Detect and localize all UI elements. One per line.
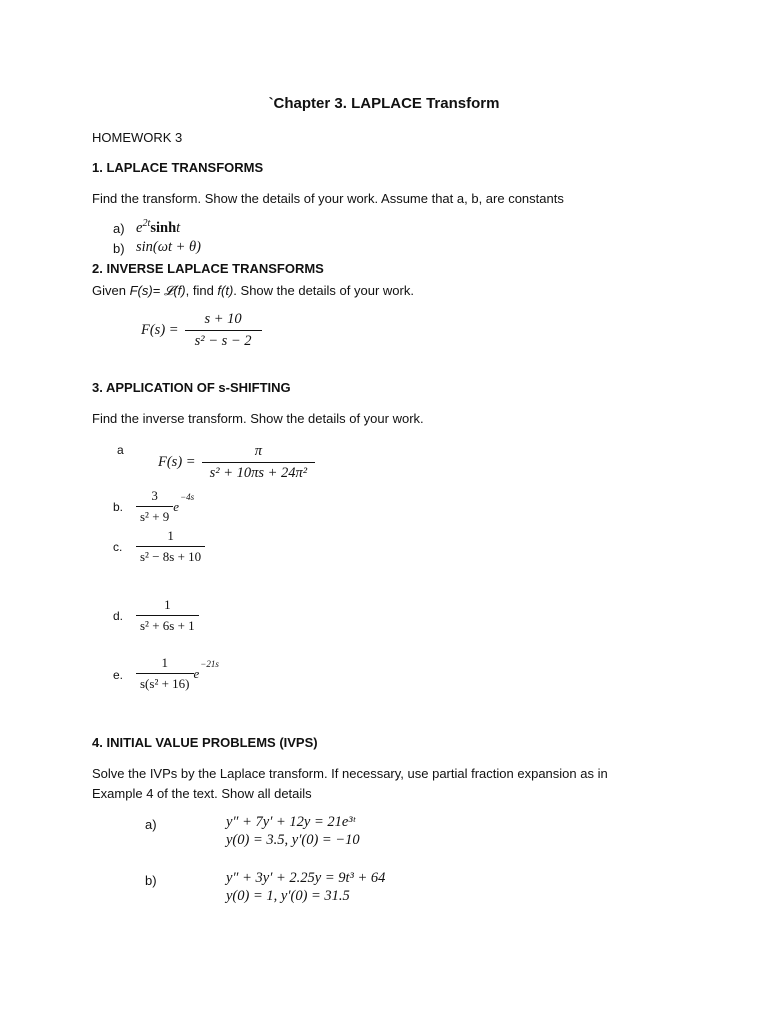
ivp-b-equation: y″ + 3y′ + 2.25y = 9t³ + 64 <box>226 870 386 886</box>
ivp-a-equation: y″ + 7y′ + 12y = 21e³ᵗ <box>226 814 356 830</box>
ivp-b-label: b) <box>145 873 157 888</box>
section4-instruction-line1: Solve the IVPs by the Laplace transform. If necessary, use partial fraction expansion as in <box>92 766 608 781</box>
s3-item-c-expr: $\frac{1}{\text{s² − 8s + 10}}$ <box>136 528 205 565</box>
section1-instruction: Find the transform. Show the details of your work. Assume that a, b, are constants <box>92 191 564 206</box>
s3-item-a-label: a <box>117 443 124 457</box>
section4-heading: 4. INITIAL VALUE PROBLEMS (IVPS) <box>92 735 318 750</box>
homework-label: HOMEWORK 3 <box>92 130 183 145</box>
s3-item-a-eq: F(s) = $\frac{\pi}{\text{s² + 10πs + 24π²}}$ <box>158 443 315 482</box>
page-title: `Chapter 3. LAPLACE Transform <box>268 95 500 112</box>
s3-item-b-expr: $\frac{3}{\text{s² + 9}}$ e −4s <box>136 488 194 525</box>
section2-heading: 2. INVERSE LAPLACE TRANSFORMS <box>92 261 324 276</box>
s1-item-b-expr: sin(ωt + θ) <box>136 239 202 255</box>
ivp-a-label: a) <box>145 817 157 832</box>
s3-item-d-expr: $\frac{1}{\text{s² + 6s + 1}}$ <box>136 597 199 634</box>
section1-heading: 1. LAPLACE TRANSFORMS <box>92 160 264 175</box>
section2-instruction: Given F(s)= 𝓛(f), find f(t). Show the details of your work. <box>92 283 414 298</box>
s3-item-e-expr: $\frac{1}{\text{s(s² + 16)}}$ e −21s <box>136 655 219 692</box>
section3-instruction: Find the inverse transform. Show the details of your work. <box>92 411 424 426</box>
s3-item-d-label: d. <box>113 609 124 623</box>
s2-equation: F(s) = $\frac{s + 10}{\text{s² − s − 2}}$ <box>141 311 262 350</box>
s1-item-a-label: a) <box>113 221 125 236</box>
s3-item-c-label: c. <box>113 540 123 554</box>
s3-item-e-label: e. <box>113 668 124 682</box>
s1-item-a-expr: $e^{2t}\sinh t$ <box>136 218 181 236</box>
ivp-a-conditions: y(0) = 3.5, y′(0) = −10 <box>226 832 360 848</box>
s3-item-b-label: b. <box>113 500 124 514</box>
s1-item-b-label: b) <box>113 241 125 256</box>
ivp-b-conditions: y(0) = 1, y′(0) = 31.5 <box>226 888 350 904</box>
section3-heading: 3. APPLICATION OF s-SHIFTING <box>92 380 291 395</box>
section4-instruction-line2: Example 4 of the text. Show all details <box>92 786 312 801</box>
